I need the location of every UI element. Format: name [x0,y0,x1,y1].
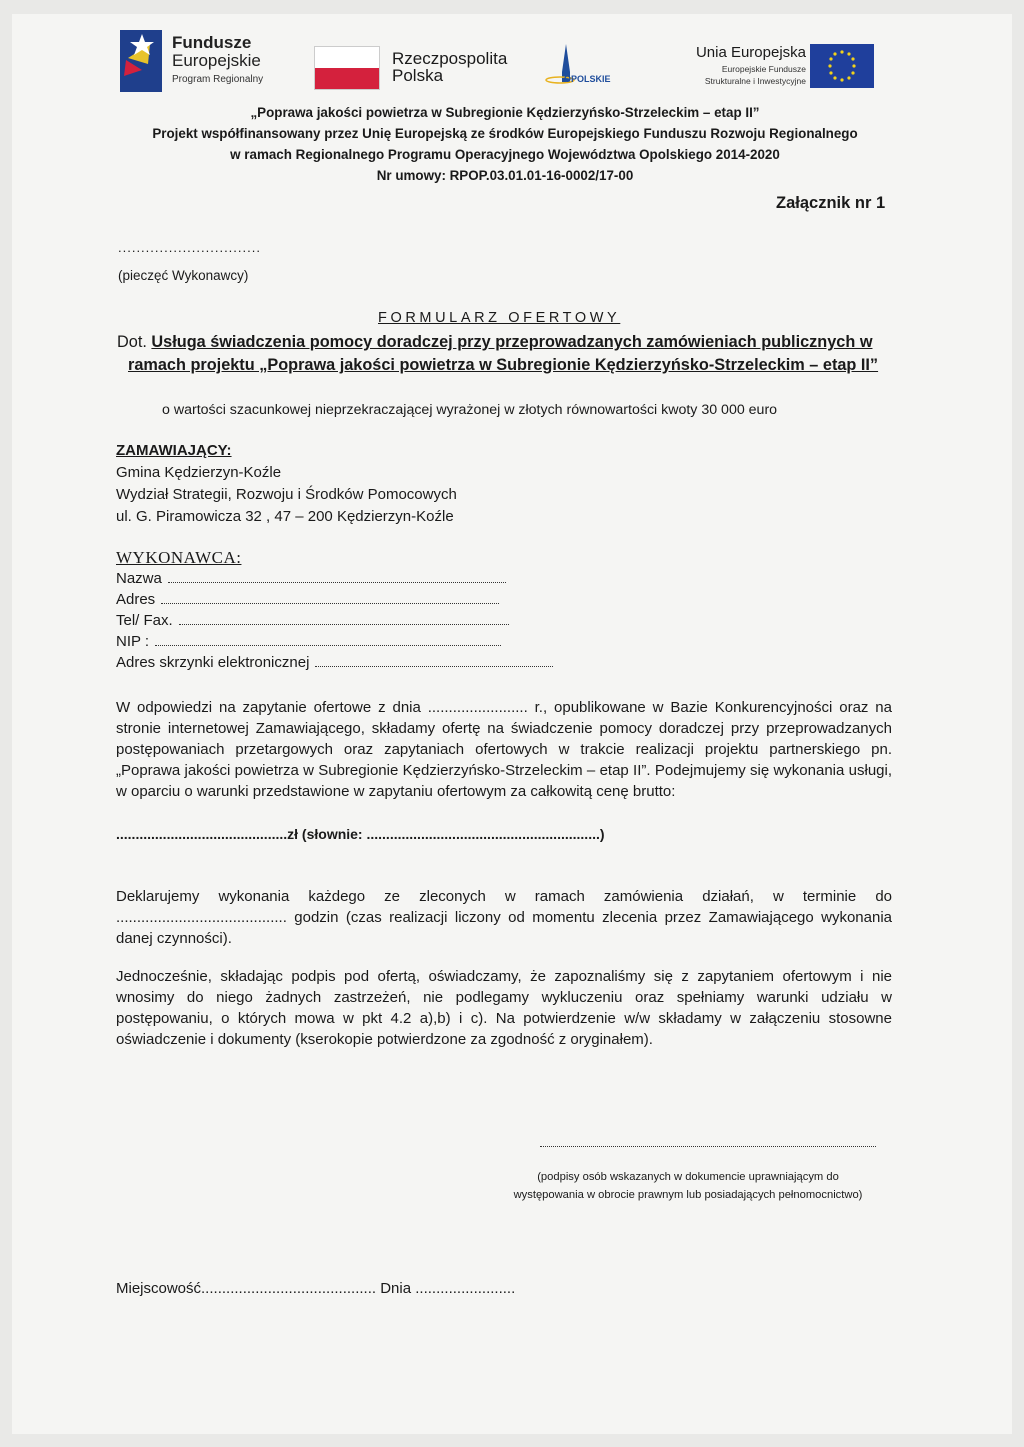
subject-text-2: ramach projektu „Poprawa jakości powietrza w Subregionie Kędzierzyńsko-Strzeleckim – etap II” [128,356,879,374]
contractor-address-label: Adres [116,591,156,608]
signature-line[interactable] [540,1146,876,1147]
declaration-paragraph: Jednocześnie, składając podpis pod ofertą, oświadczamy, że zapoznaliśmy się z zapytaniem ofertowym i nie wnosimy do niego żadnych zastrzeżeń, nie podlegamy wykluczeniu oraz spełniamy warunki udziału w postępowaniu, o których mowa w pkt 4.2 a),b) i c). Na potwierdzenie w/w składamy w załączeniu stosowne oświadczenie i dokumenty (kserokopie potwierdzone za zgodność z oryginałem). [116,968,892,1048]
stamp-label: (pieczęć Wykonawcy) [118,268,249,283]
contracting-authority-heading: ZAMAWIAJĄCY: [116,442,232,459]
project-programme: w ramach Regionalnego Programu Operacyjnego Województwa Opolskiego 2014-2020 [230,147,780,162]
opolskie-logo [540,42,620,92]
price-field[interactable]: ............................................zł (słownie: ............................................................) [116,826,605,842]
contractor-name-field[interactable] [116,570,506,587]
project-title: „Poprawa jakości powietrza w Subregionie Kędzierzyńsko-Strzeleckim – etap II” [250,105,760,120]
value-note: o wartości szacunkowej nieprzekraczającej wyrażonej w złotych równowartości kwoty 30 000 euro [162,402,778,418]
ue-subtitle-1: Europejskie Fundusze [721,64,806,74]
contractor-email-input[interactable] [315,654,553,667]
eu-flag-icon [810,44,874,88]
signature-label-2: występowania w obrocie prawnym lub posiadających pełnomocnictwo) [513,1189,863,1201]
project-header [100,102,910,186]
place-date-field[interactable]: Miejscowość.......................................... Dnia ........................ [116,1280,516,1297]
fe-title-1: Fundusze [172,33,252,52]
form-title: FORMULARZ OFERTOWY [378,310,621,326]
contractor-name-label: Nazwa [116,570,162,587]
fe-subtitle: Program Regionalny [172,74,264,85]
contractor-heading: WYKONAWCA: [116,548,242,567]
contractor-nip-label: NIP : [116,633,150,650]
contractor-nip-field[interactable] [116,633,501,650]
fe-emblem-icon [120,30,162,92]
fe-title-2: Europejskie [172,51,261,70]
subject-prefix: Dot. [117,333,147,351]
stamp-placeholder: ............................... [118,240,261,255]
opolskie-text: OPOLSKIE [564,74,611,84]
opolskie-tower-icon [540,42,620,92]
contractor-phone-label: Tel/ Fax. [116,612,173,629]
contractor-nip-input[interactable] [155,633,501,646]
signature-label-1: (podpisy osób wskazanych w dokumencie uprawniającym do [537,1171,839,1183]
ue-title: Unia Europejska [695,44,806,61]
contract-number: Nr umowy: RPOP.03.01.01-16-0002/17-00 [376,168,634,183]
project-cofinancing: Projekt współfinansowany przez Unię Europejską ze środków Europejskiego Funduszu Rozwoju Regionalnego [152,126,858,141]
contractor-name-input[interactable] [168,570,506,583]
contractor-address-input[interactable] [161,591,499,604]
contractor-phone-input[interactable] [179,612,509,625]
polish-flag-icon [314,46,380,90]
contractor-email-field[interactable] [116,654,553,671]
subject-text-1: Usługa świadczenia pomocy doradczej przy przeprowadzanych zamówieniach publicznych w [151,333,873,351]
deadline-paragraph: Deklarujemy wykonania każdego ze zleconych w ramach zamówienia działań, w terminie do ......................................... godzin (czas realizacji liczony od momentu zlecenia przez Zamawiającego wykonania danej czynności). [116,888,892,947]
contracting-authority-address: ul. G. Piramowicza 32 , 47 – 200 Kędzierzyn-Koźle [116,508,454,525]
contracting-authority-name: Gmina Kędzierzyn-Koźle [116,464,282,481]
subject-line-1 [117,333,872,352]
rp-title-2: Polska [392,66,444,85]
ue-subtitle-2: Strukturalne i Inwestycyjne [704,76,806,86]
offer-paragraph: W odpowiedzi na zapytanie ofertowe z dnia ........................ r., opublikowane w Bazie Konkurencyjności oraz na stronie internetowej Zamawiającego, składamy ofertę na świadczenie pomocy doradczej przy przeprowadzanych postępowaniach przetargowych oraz zapytaniach ofertowych w trakcie realizacji projektu partnerskiego pn. „Poprawa jakości powietrza w Subregionie Kędzierzyńsko-Strzeleckim – etap II”. Podejmujemy się wykonania usługi, w oparciu o warunki przedstawione w zapytaniu ofertowym za całkowitą cenę brutto: [116,699,892,800]
contractor-phone-field[interactable] [116,612,509,629]
contractor-address-field[interactable] [116,591,499,608]
contractor-email-label: Adres skrzynki elektronicznej [116,654,310,671]
signature-label [480,1168,896,1204]
annex-label: Załącznik nr 1 [776,194,886,212]
contracting-authority-dept: Wydział Strategii, Rozwoju i Środków Pomocowych [116,486,457,503]
rp-title-1: Rzeczpospolita [392,49,508,68]
